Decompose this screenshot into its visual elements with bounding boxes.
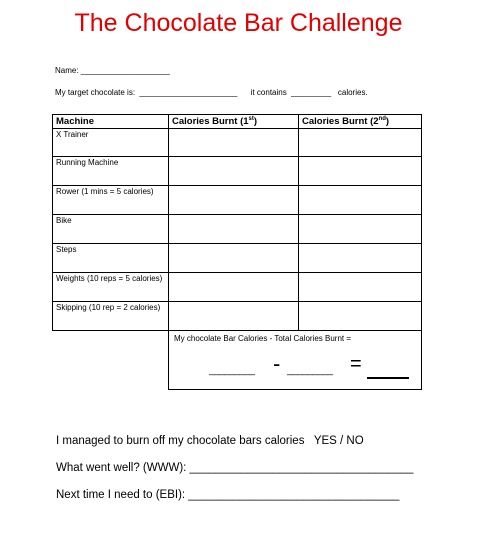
calorie-formula-box bbox=[169, 331, 422, 390]
name-line: Name: ____________________ bbox=[55, 66, 170, 75]
header-calories-second-text: Calories Burnt (2 bbox=[302, 116, 379, 128]
calories-second-cell[interactable] bbox=[299, 186, 422, 215]
result-answer-line[interactable] bbox=[367, 377, 409, 379]
table-row bbox=[53, 129, 422, 157]
calories-first-cell[interactable] bbox=[169, 157, 299, 186]
calories-first-cell[interactable] bbox=[169, 244, 299, 273]
calories-second-cell[interactable] bbox=[299, 302, 422, 331]
page-title: The Chocolate Bar Challenge bbox=[74, 9, 403, 37]
machine-cell: Weights (10 reps = 5 calories) bbox=[53, 273, 169, 302]
target-chocolate-line: My target chocolate is: ______________________ it contains _________ calories. bbox=[55, 88, 368, 97]
machine-cell: Running Machine bbox=[53, 157, 169, 186]
machine-cell: X Trainer bbox=[53, 129, 169, 157]
machine-cell: Rower (1 mins = 5 calories) bbox=[53, 186, 169, 215]
header-calories-first-close: ) bbox=[253, 116, 258, 128]
ebi-question: Next time I need to (EBI): _________________________________ bbox=[56, 489, 400, 501]
machine-cell: Skipping (10 rep = 2 calories) bbox=[53, 302, 169, 331]
calories-second-cell[interactable] bbox=[299, 129, 422, 157]
table-row bbox=[53, 215, 422, 244]
table-row bbox=[53, 244, 422, 273]
calories-second-cell[interactable] bbox=[299, 215, 422, 244]
table-row bbox=[53, 186, 422, 215]
header-machine: Machine bbox=[53, 115, 169, 129]
formula-row bbox=[53, 331, 422, 390]
header-calories-second bbox=[299, 115, 422, 129]
minus-sign: - bbox=[273, 351, 281, 376]
formula-label: My chocolate Bar Calories - Total Calories Burnt = bbox=[174, 334, 352, 343]
table-row bbox=[53, 157, 422, 186]
calories-first-cell[interactable] bbox=[169, 302, 299, 331]
header-calories-first-text: Calories Burnt (1 bbox=[172, 116, 249, 128]
machine-cell: Bike bbox=[53, 215, 169, 244]
calorie-table bbox=[52, 114, 422, 390]
header-calories-first bbox=[169, 115, 299, 129]
chocolate-calories-blank[interactable]: _________ bbox=[209, 365, 255, 376]
table-row bbox=[53, 302, 422, 331]
calories-second-cell[interactable] bbox=[299, 157, 422, 186]
table-header-row bbox=[53, 115, 422, 129]
calories-first-cell[interactable] bbox=[169, 129, 299, 157]
machine-cell: Steps bbox=[53, 244, 169, 273]
calories-first-cell[interactable] bbox=[169, 215, 299, 244]
header-calories-second-sup: nd bbox=[378, 116, 386, 122]
burn-off-question: I managed to burn off my chocolate bars calories YES / NO bbox=[56, 435, 364, 447]
header-calories-second-close: ) bbox=[385, 116, 390, 128]
calories-second-cell[interactable] bbox=[299, 244, 422, 273]
empty-cell bbox=[53, 331, 169, 390]
calories-first-cell[interactable] bbox=[169, 186, 299, 215]
equals-sign: = bbox=[350, 353, 362, 375]
calories-first-cell[interactable] bbox=[169, 273, 299, 302]
total-burnt-blank[interactable]: _________ bbox=[287, 365, 333, 376]
calories-second-cell[interactable] bbox=[299, 273, 422, 302]
header-calories-first-sup: st bbox=[248, 116, 254, 122]
www-question: What went well? (WWW): ___________________________________ bbox=[56, 462, 414, 474]
table-row bbox=[53, 273, 422, 302]
